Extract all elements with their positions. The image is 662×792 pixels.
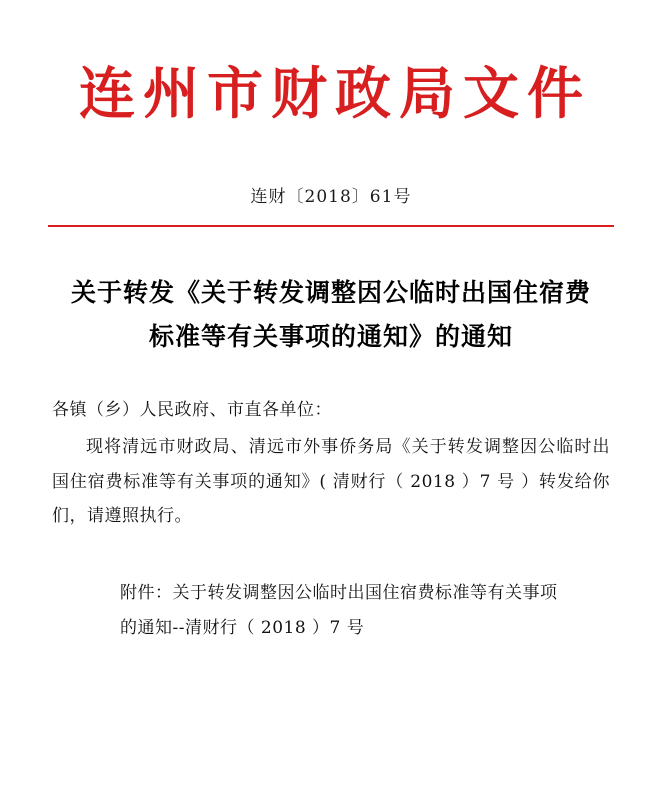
masthead-title: 连州市财政局文件: [79, 61, 591, 127]
red-divider-rule: [48, 225, 614, 227]
document-number: 连财〔2018〕61号: [250, 187, 412, 208]
body-paragraph: 现将清远市财政局、清远市外事侨务局《关于转发调整因公临时出国住宿费标准等有关事项的通知》( 清财行（ 2018 ）7 号 ）转发给你们，请遵照执行。: [52, 436, 610, 527]
document-title-line-2: 标准等有关事项的通知》的通知: [148, 322, 513, 352]
document-body: [52, 393, 610, 534]
attachment-section: [52, 576, 610, 646]
attachment-line-2: 的通知--清财行（ 2018 ）7 号: [120, 618, 365, 639]
attachment-line-1: 附件：关于转发调整因公临时出国住宿费标准等有关事项: [120, 583, 558, 604]
salutation: 各镇（乡）人民政府、市直各单位：: [52, 399, 332, 420]
masthead: [0, 0, 662, 126]
document-title: [52, 271, 610, 359]
document-title-line-1: 关于转发《关于转发调整因公临时出国住宿费: [70, 278, 591, 308]
